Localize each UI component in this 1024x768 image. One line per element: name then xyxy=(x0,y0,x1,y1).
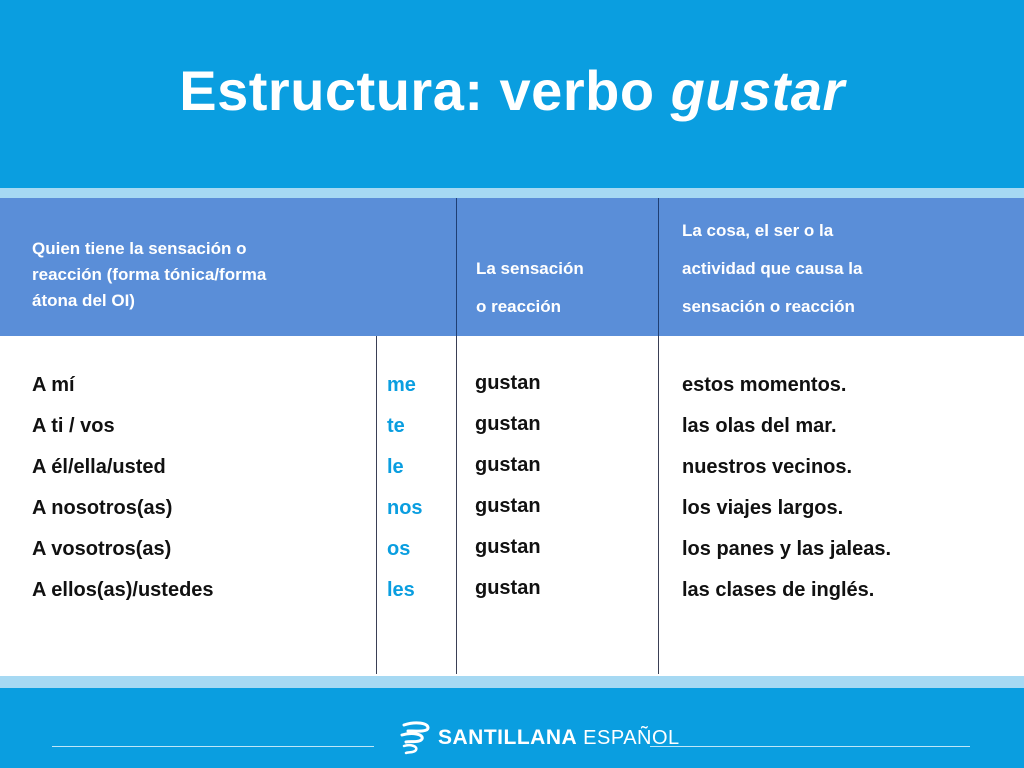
table-body xyxy=(0,336,1024,674)
pronoun-cell: nos xyxy=(387,497,423,519)
slide-title-main: Estructura: verbo xyxy=(179,59,671,122)
header-experiencer-line: reacción (forma tónica/forma xyxy=(32,265,267,284)
verb-cell: gustan xyxy=(475,577,541,599)
object-cell: nuestros vecinos. xyxy=(682,456,853,478)
object-cell: estos momentos. xyxy=(682,374,847,396)
subject-cell: A mí xyxy=(32,374,75,396)
brand-name: SANTILLANA xyxy=(438,726,578,749)
subject-cell: A ti / vos xyxy=(32,415,115,437)
object-cell: los viajes largos. xyxy=(682,497,844,519)
verb-cell: gustan xyxy=(475,372,541,394)
verb-column xyxy=(456,336,658,674)
footer-band xyxy=(0,688,1024,768)
verb-cell: gustan xyxy=(475,454,541,476)
subject-column xyxy=(0,336,376,674)
object-cell: las clases de inglés. xyxy=(682,579,875,601)
header-experiencer-line: átona del OI) xyxy=(32,291,135,310)
verb-cell: gustan xyxy=(475,495,541,517)
slide-title xyxy=(0,58,1024,123)
object-cell: las olas del mar. xyxy=(682,415,837,437)
subject-cell: A nosotros(as) xyxy=(32,497,173,519)
santillana-logo xyxy=(398,718,680,758)
object-cell: los panes y las jaleas. xyxy=(682,538,892,560)
header-sensation-line: o reacción xyxy=(476,297,562,316)
brand-subtitle: ESPAÑOL xyxy=(583,726,680,749)
footer-rule-left xyxy=(52,746,374,747)
subject-cell: A él/ella/usted xyxy=(32,456,166,478)
header-experiencer xyxy=(0,198,456,336)
bottom-stripe xyxy=(0,676,1024,688)
object-column xyxy=(658,336,1024,674)
verb-cell: gustan xyxy=(475,536,541,558)
pronoun-cell: le xyxy=(387,456,404,478)
gustar-table xyxy=(0,198,1024,676)
title-band xyxy=(0,0,1024,188)
pronoun-cell: os xyxy=(387,538,411,560)
header-experiencer-line: Quien tiene la sensación o xyxy=(32,239,247,258)
footer-rule-right xyxy=(650,746,970,747)
header-cause-line: sensación o reacción xyxy=(682,297,855,316)
pronoun-column xyxy=(376,336,456,674)
pronoun-cell: me xyxy=(387,374,416,396)
header-cause xyxy=(658,198,1024,336)
header-sensation-line: La sensación xyxy=(476,259,584,278)
table-header-row xyxy=(0,198,1024,336)
subject-cell: A ellos(as)/ustedes xyxy=(32,579,214,601)
top-stripe xyxy=(0,188,1024,198)
subject-cell: A vosotros(as) xyxy=(32,538,172,560)
header-cause-line: La cosa, el ser o la xyxy=(682,221,834,240)
header-cause-line: actividad que causa la xyxy=(682,259,863,278)
header-sensation xyxy=(456,198,658,336)
verb-cell: gustan xyxy=(475,413,541,435)
pronoun-cell: les xyxy=(387,579,415,601)
slide-title-italic: gustar xyxy=(670,59,845,122)
pronoun-cell: te xyxy=(387,415,405,437)
santillana-swirl-icon xyxy=(398,719,432,757)
